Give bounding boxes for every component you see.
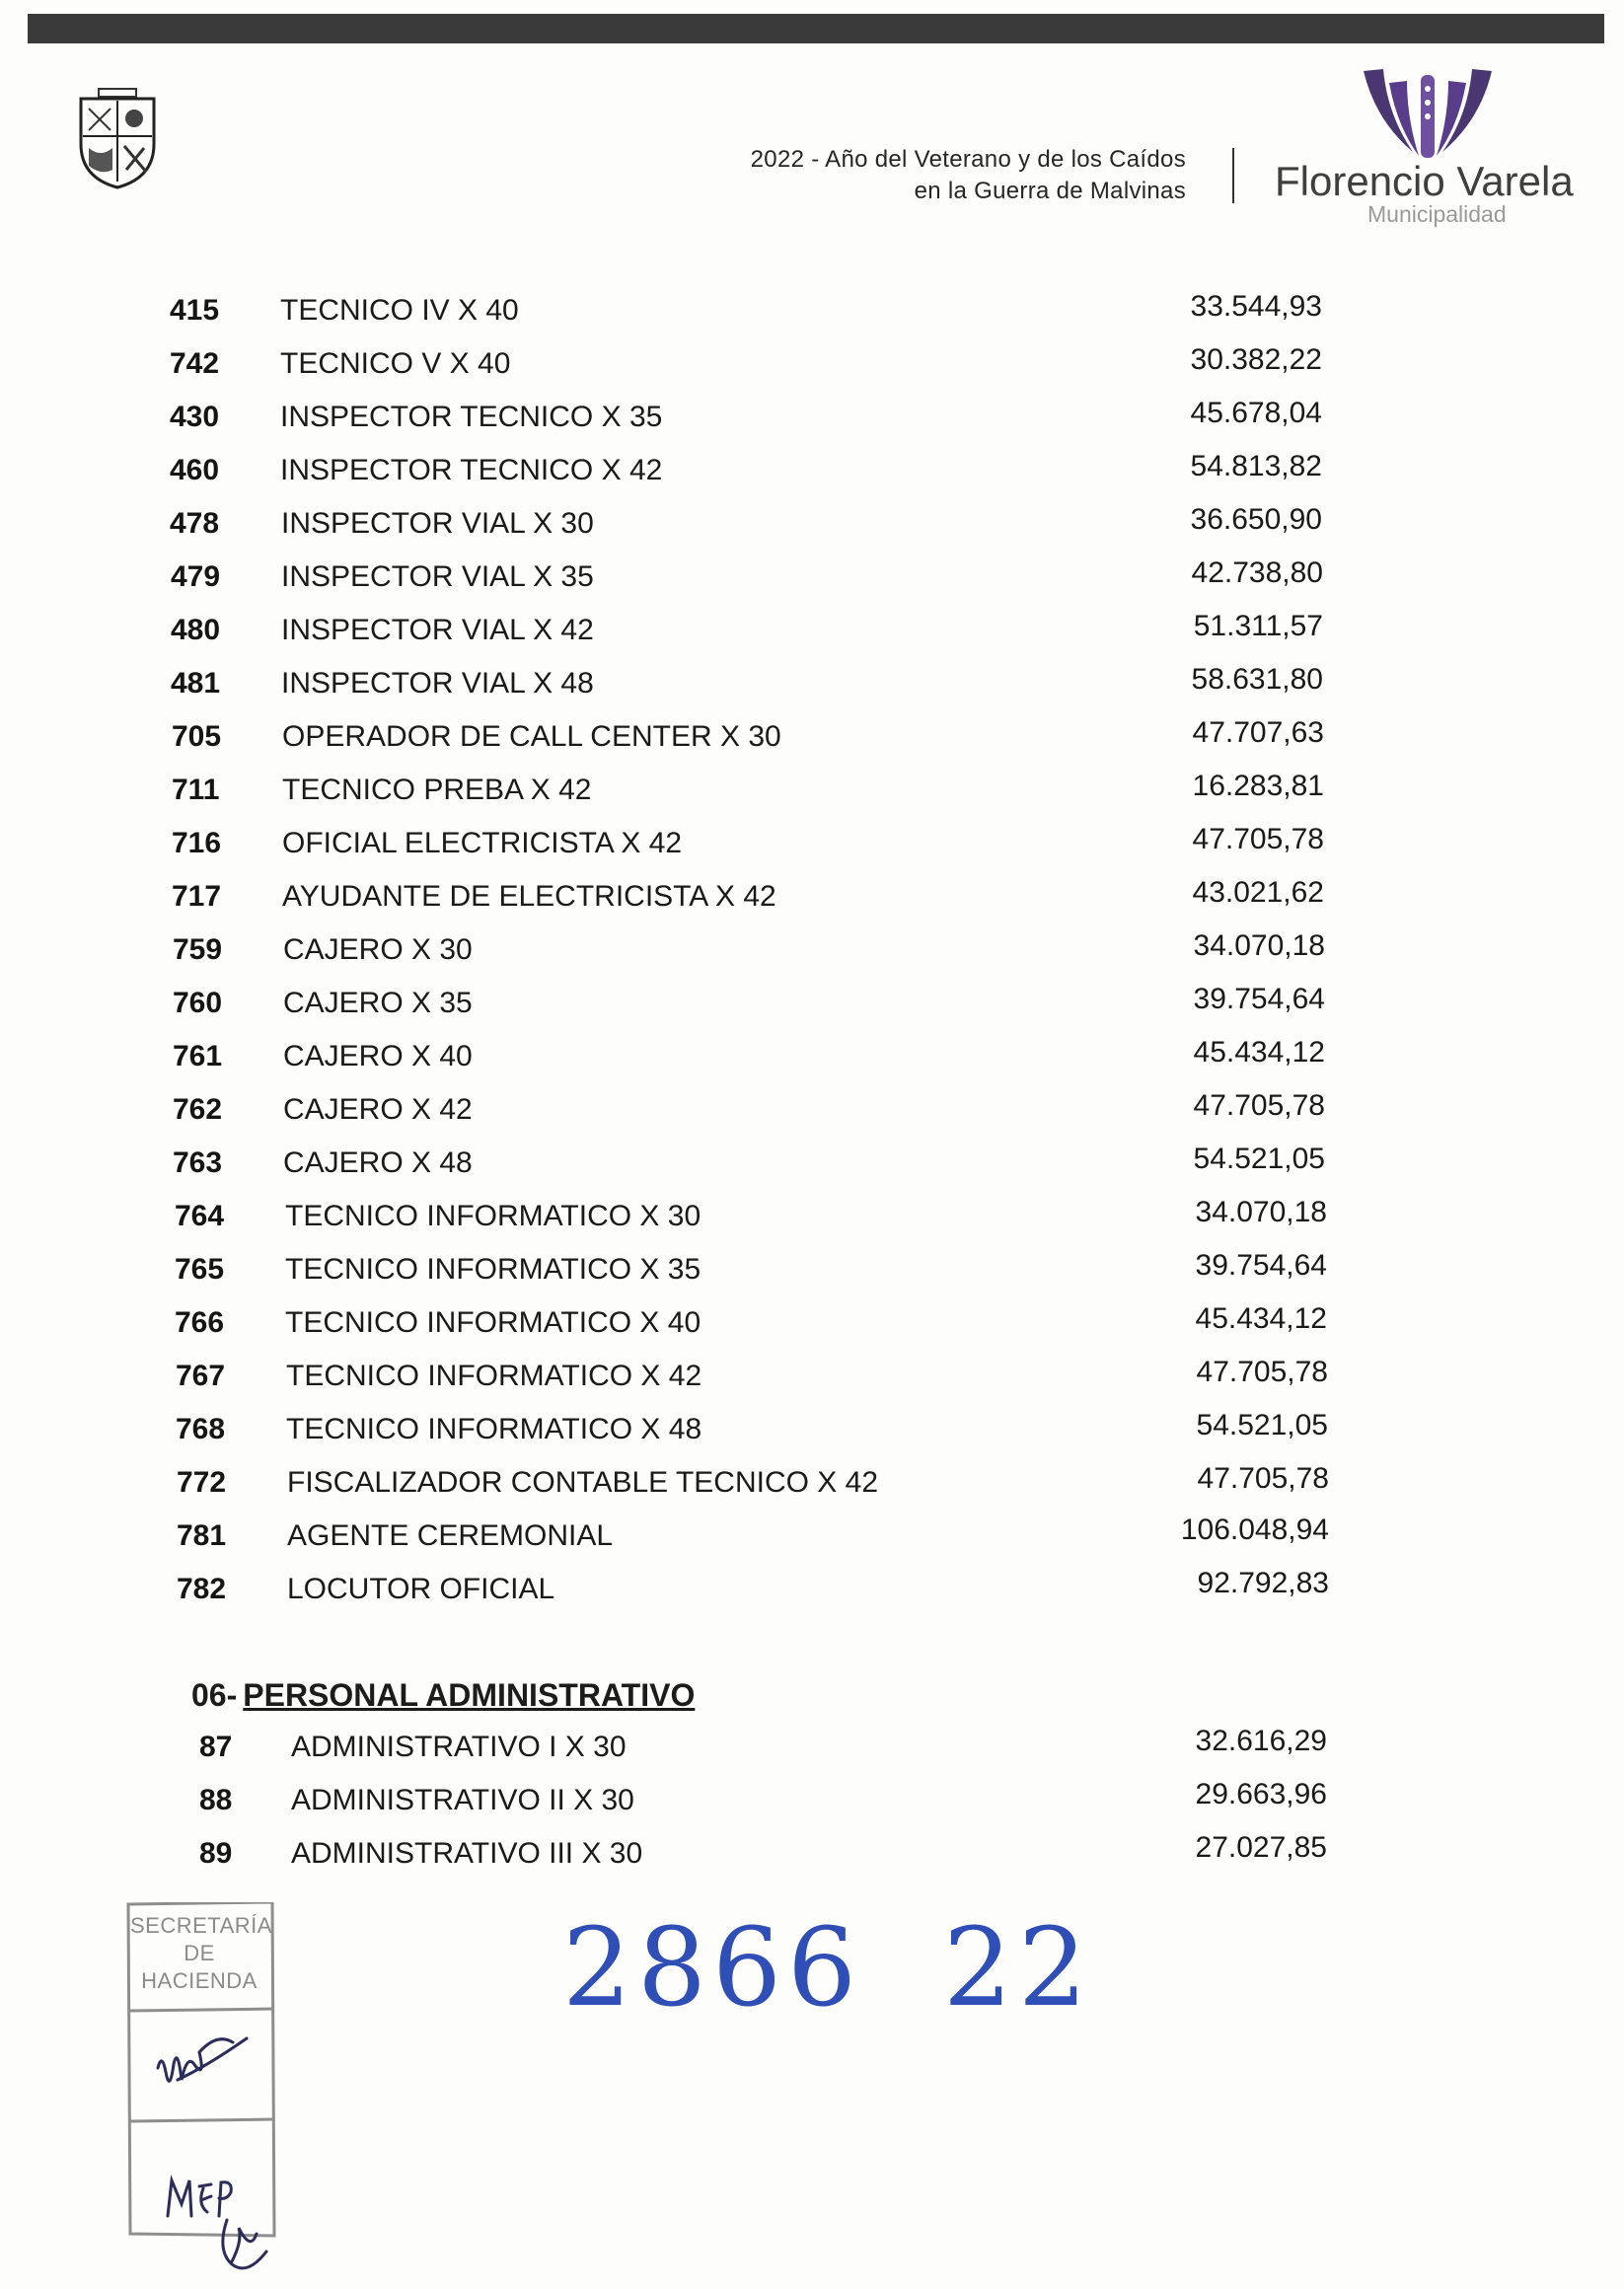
row-code: 717 bbox=[172, 880, 222, 913]
row-code: 481 bbox=[171, 667, 221, 700]
row-amount: 47.705,78 bbox=[1192, 823, 1324, 855]
logo-subtitle: Municipalidad bbox=[1367, 201, 1507, 227]
row-amount: 45.434,12 bbox=[1193, 1036, 1325, 1069]
document-number-stamp: 2866 22 bbox=[562, 1904, 1093, 2031]
row-description: TECNICO INFORMATICO X 40 bbox=[285, 1306, 701, 1339]
row-amount: 54.521,05 bbox=[1196, 1409, 1328, 1441]
row-amount: 54.521,05 bbox=[1193, 1143, 1325, 1175]
row-code: 760 bbox=[173, 987, 223, 1019]
row-amount: 36.650,90 bbox=[1190, 503, 1322, 536]
row-amount: 42.738,80 bbox=[1191, 556, 1323, 589]
row-code: 781 bbox=[177, 1519, 227, 1552]
row-amount: 39.754,64 bbox=[1195, 1249, 1327, 1282]
top-border-bar bbox=[28, 14, 1604, 43]
row-code: 87 bbox=[199, 1731, 233, 1763]
section-number: 06- bbox=[191, 1677, 238, 1713]
stamp-line-3: HACIENDA bbox=[141, 1968, 258, 1993]
row-description: TECNICO INFORMATICO X 48 bbox=[286, 1413, 702, 1445]
row-amount: 47.705,78 bbox=[1197, 1462, 1329, 1495]
row-description: TECNICO INFORMATICO X 42 bbox=[286, 1360, 702, 1392]
row-description: TECNICO PREBA X 42 bbox=[282, 774, 592, 806]
row-code: 716 bbox=[172, 827, 222, 859]
stamp-line-1: SECRETARÍA bbox=[130, 1913, 272, 1938]
stamp-line-2: DE bbox=[184, 1941, 215, 1965]
row-amount: 16.283,81 bbox=[1192, 770, 1324, 802]
row-code: 761 bbox=[173, 1040, 223, 1072]
row-description: INSPECTOR TECNICO X 35 bbox=[280, 401, 663, 433]
row-amount: 43.021,62 bbox=[1192, 876, 1324, 909]
row-description: ADMINISTRATIVO I X 30 bbox=[291, 1731, 627, 1763]
row-code: 460 bbox=[170, 454, 220, 486]
row-description: TECNICO V X 40 bbox=[280, 347, 511, 380]
row-description: FISCALIZADOR CONTABLE TECNICO X 42 bbox=[287, 1466, 879, 1499]
header-separator bbox=[1232, 148, 1234, 203]
row-code: 763 bbox=[173, 1146, 223, 1179]
year-line-2: en la Guerra de Malvinas bbox=[914, 178, 1186, 204]
row-amount: 51.311,57 bbox=[1193, 610, 1323, 642]
row-code: 768 bbox=[176, 1413, 226, 1445]
row-amount: 27.027,85 bbox=[1195, 1831, 1327, 1864]
row-code: 89 bbox=[199, 1837, 233, 1870]
row-description: OPERADOR DE CALL CENTER X 30 bbox=[282, 720, 781, 753]
row-description: AYUDANTE DE ELECTRICISTA X 42 bbox=[282, 880, 776, 913]
row-amount: 30.382,22 bbox=[1190, 343, 1322, 376]
commemorative-year-text bbox=[592, 144, 1186, 207]
stamp-label bbox=[130, 1912, 272, 1995]
row-amount: 47.705,78 bbox=[1196, 1356, 1328, 1388]
row-description: TECNICO IV X 40 bbox=[280, 294, 519, 327]
row-amount: 58.631,80 bbox=[1191, 663, 1323, 696]
row-description: TECNICO INFORMATICO X 35 bbox=[285, 1253, 701, 1286]
row-description: OFICIAL ELECTRICISTA X 42 bbox=[282, 827, 683, 859]
row-code: 415 bbox=[170, 294, 220, 327]
row-amount: 47.705,78 bbox=[1193, 1089, 1325, 1122]
row-code: 430 bbox=[170, 401, 220, 433]
row-description: INSPECTOR TECNICO X 42 bbox=[280, 454, 663, 486]
row-amount: 29.663,96 bbox=[1195, 1778, 1327, 1810]
row-code: 88 bbox=[199, 1784, 233, 1816]
row-amount: 34.070,18 bbox=[1195, 1196, 1327, 1228]
handwritten-initials bbox=[148, 2023, 286, 2289]
row-description: TECNICO INFORMATICO X 30 bbox=[285, 1200, 701, 1232]
row-code: 479 bbox=[171, 560, 221, 593]
row-description: INSPECTOR VIAL X 35 bbox=[281, 560, 594, 593]
row-amount: 92.792,83 bbox=[1197, 1567, 1329, 1599]
row-code: 782 bbox=[177, 1573, 227, 1605]
logo-name: Florencio Varela bbox=[1275, 158, 1574, 204]
row-description: INSPECTOR VIAL X 30 bbox=[281, 507, 594, 540]
row-description: CAJERO X 48 bbox=[283, 1146, 473, 1179]
row-description: INSPECTOR VIAL X 42 bbox=[281, 614, 594, 646]
row-description: CAJERO X 35 bbox=[283, 987, 473, 1019]
row-code: 480 bbox=[171, 614, 221, 646]
row-description: CAJERO X 42 bbox=[283, 1093, 473, 1126]
row-amount: 45.678,04 bbox=[1190, 397, 1322, 429]
row-amount: 47.707,63 bbox=[1192, 716, 1324, 749]
row-code: 762 bbox=[173, 1093, 223, 1126]
row-code: 772 bbox=[177, 1466, 227, 1499]
row-description: LOCUTOR OFICIAL bbox=[287, 1573, 555, 1605]
municipal-crest-icon bbox=[75, 87, 160, 189]
row-amount: 45.434,12 bbox=[1195, 1302, 1327, 1335]
row-code: 711 bbox=[172, 774, 220, 806]
row-amount: 33.544,93 bbox=[1190, 290, 1322, 323]
row-amount: 34.070,18 bbox=[1193, 929, 1325, 962]
row-code: 767 bbox=[176, 1360, 226, 1392]
florencio-varela-logo-icon bbox=[1354, 61, 1502, 168]
section-heading bbox=[191, 1677, 882, 1714]
row-code: 764 bbox=[175, 1200, 225, 1232]
year-line-1: 2022 - Año del Veterano y de los Caídos bbox=[750, 146, 1186, 173]
row-description: INSPECTOR VIAL X 48 bbox=[281, 667, 594, 700]
row-amount: 54.813,82 bbox=[1190, 450, 1322, 482]
row-code: 478 bbox=[170, 507, 220, 540]
row-code: 759 bbox=[173, 933, 223, 966]
row-amount: 39.754,64 bbox=[1193, 983, 1325, 1015]
row-code: 705 bbox=[172, 720, 222, 753]
row-description: ADMINISTRATIVO II X 30 bbox=[291, 1784, 634, 1816]
row-description: ADMINISTRATIVO III X 30 bbox=[291, 1837, 643, 1870]
row-code: 742 bbox=[170, 347, 220, 380]
row-amount: 106.048,94 bbox=[1180, 1514, 1329, 1546]
row-description: CAJERO X 40 bbox=[283, 1040, 473, 1072]
row-code: 765 bbox=[175, 1253, 225, 1286]
row-description: AGENTE CEREMONIAL bbox=[287, 1519, 614, 1552]
row-description: CAJERO X 30 bbox=[283, 933, 473, 966]
row-code: 766 bbox=[175, 1306, 225, 1339]
section-title: PERSONAL ADMINISTRATIVO bbox=[243, 1677, 696, 1713]
row-amount: 32.616,29 bbox=[1195, 1725, 1327, 1757]
